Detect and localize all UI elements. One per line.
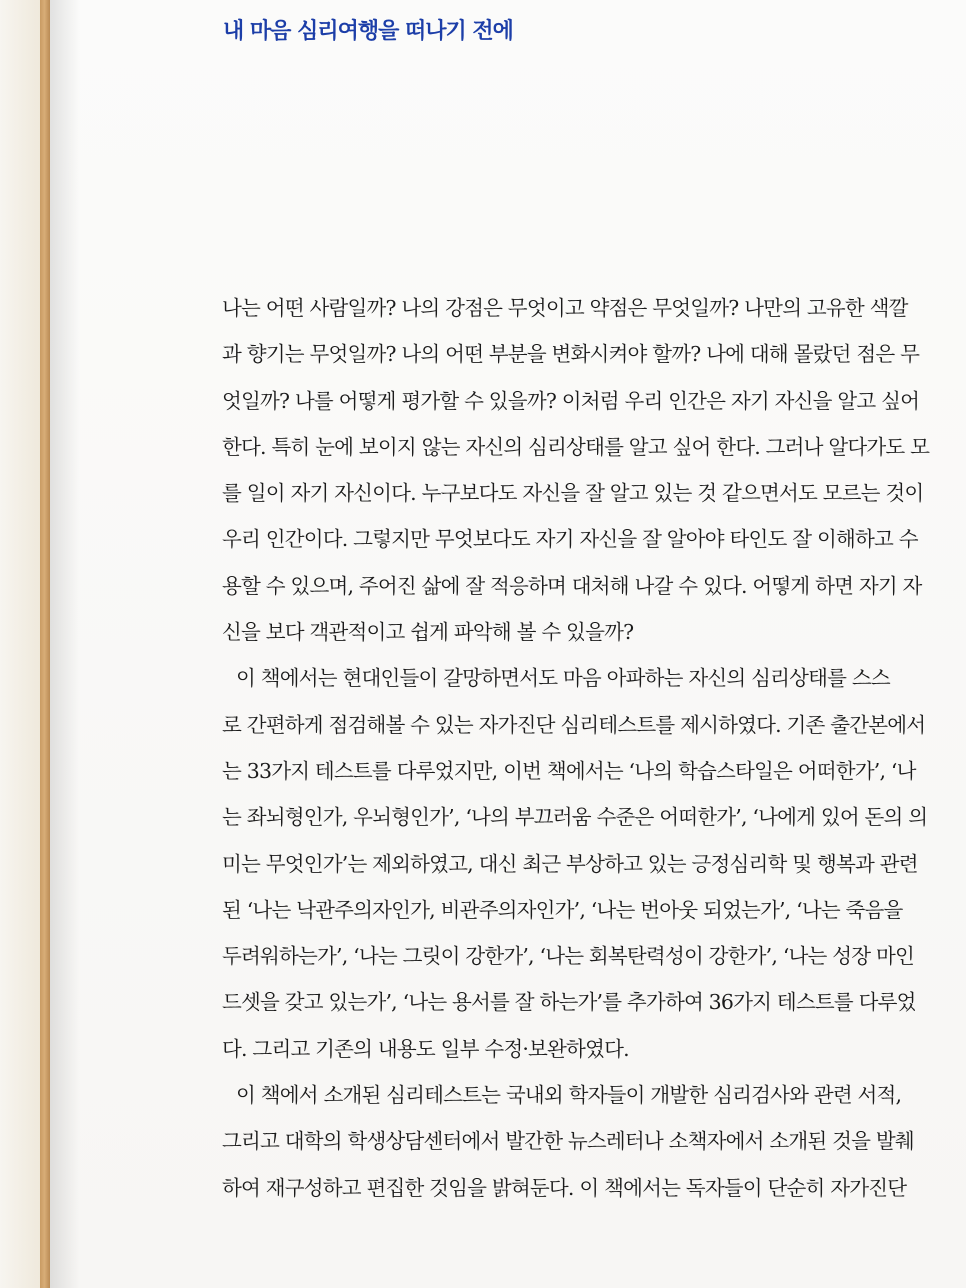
text-line: 는 33가지 테스트를 다루었지만, 이번 책에서는 ‘나의 학습스타일은 어떠한가’, ‘나 xyxy=(222,758,916,783)
text-line: 엇일까? 나를 어떻게 평가할 수 있을까? 이처럼 우리 인간은 자기 자신을 알고 싶어 xyxy=(222,388,920,413)
body-text xyxy=(222,285,966,1211)
text-line: 드셋을 갖고 있는가’, ‘나는 용서를 잘 하는가’를 추가하여 36가지 테스트를 다루었 xyxy=(222,990,916,1015)
text-line: 를 일이 자기 자신이다. 누구보다도 자신을 잘 알고 있는 것 같으면서도 모르는 것이 xyxy=(222,481,924,506)
text-line: 는 좌뇌형인가, 우뇌형인가’, ‘나의 부끄러움 수준은 어떠한가’, ‘나에게 있어 돈의 의 xyxy=(222,805,928,830)
facing-page-edge xyxy=(0,0,40,1288)
text-line: 그리고 대학의 학생상담센터에서 발간한 뉴스레터나 소책자에서 소개된 것을 발췌 xyxy=(222,1129,914,1154)
book-spine xyxy=(40,0,50,1288)
text-line: 된 ‘나는 낙관주의자인가, 비관주의자인가’, ‘나는 번아웃 되었는가’, ‘나는 죽음을 xyxy=(222,897,903,922)
book-page xyxy=(50,0,966,1288)
text-line: 로 간편하게 점검해볼 수 있는 자가진단 심리테스트를 제시하였다. 기존 출간본에서 xyxy=(222,712,926,737)
gutter-shadow xyxy=(50,0,80,1288)
text-line: 신을 보다 객관적이고 쉽게 파악해 볼 수 있을까? xyxy=(222,620,634,645)
text-line: 나는 어떤 사람일까? 나의 강점은 무엇이고 약점은 무엇일까? 나만의 고유한 색깔 xyxy=(222,296,908,320)
running-head: 내 마음 심리여행을 떠나기 전에 xyxy=(223,19,513,44)
text-line: 미는 무엇인가’는 제외하였고, 대신 최근 부상하고 있는 긍정심리학 및 행복과 관련 xyxy=(222,851,918,876)
text-line: 한다. 특히 눈에 보이지 않는 자신의 심리상태를 알고 싶어 한다. 그러나 알다가도 모 xyxy=(222,434,930,459)
text-line: 다. 그리고 기존의 내용도 일부 수정·보완하였다. xyxy=(222,1036,629,1061)
text-line: 과 향기는 무엇일까? 나의 어떤 부분을 변화시켜야 할까? 나에 대해 몰랐던 점은 무 xyxy=(222,342,920,367)
text-line: 우리 인간이다. 그렇지만 무엇보다도 자기 자신을 잘 알아야 타인도 잘 이해하고 수 xyxy=(222,527,918,552)
text-line: 하여 재구성하고 편집한 것임을 밝혀둔다. 이 책에서는 독자들이 단순히 자가진단 xyxy=(222,1175,907,1200)
text-line: 이 책에서는 현대인들이 갈망하면서도 마음 아파하는 자신의 심리상태를 스스 xyxy=(236,666,890,691)
text-line: 이 책에서 소개된 심리테스트는 국내외 학자들이 개발한 심리검사와 관련 서적, xyxy=(236,1083,902,1108)
text-line: 용할 수 있으며, 주어진 삶에 잘 적응하며 대처해 나갈 수 있다. 어떻게 하면 자기 자 xyxy=(222,573,922,598)
text-line: 두려워하는가’, ‘나는 그릿이 강한가’, ‘나는 회복탄력성이 강한가’, ‘나는 성장 마인 xyxy=(222,944,914,969)
